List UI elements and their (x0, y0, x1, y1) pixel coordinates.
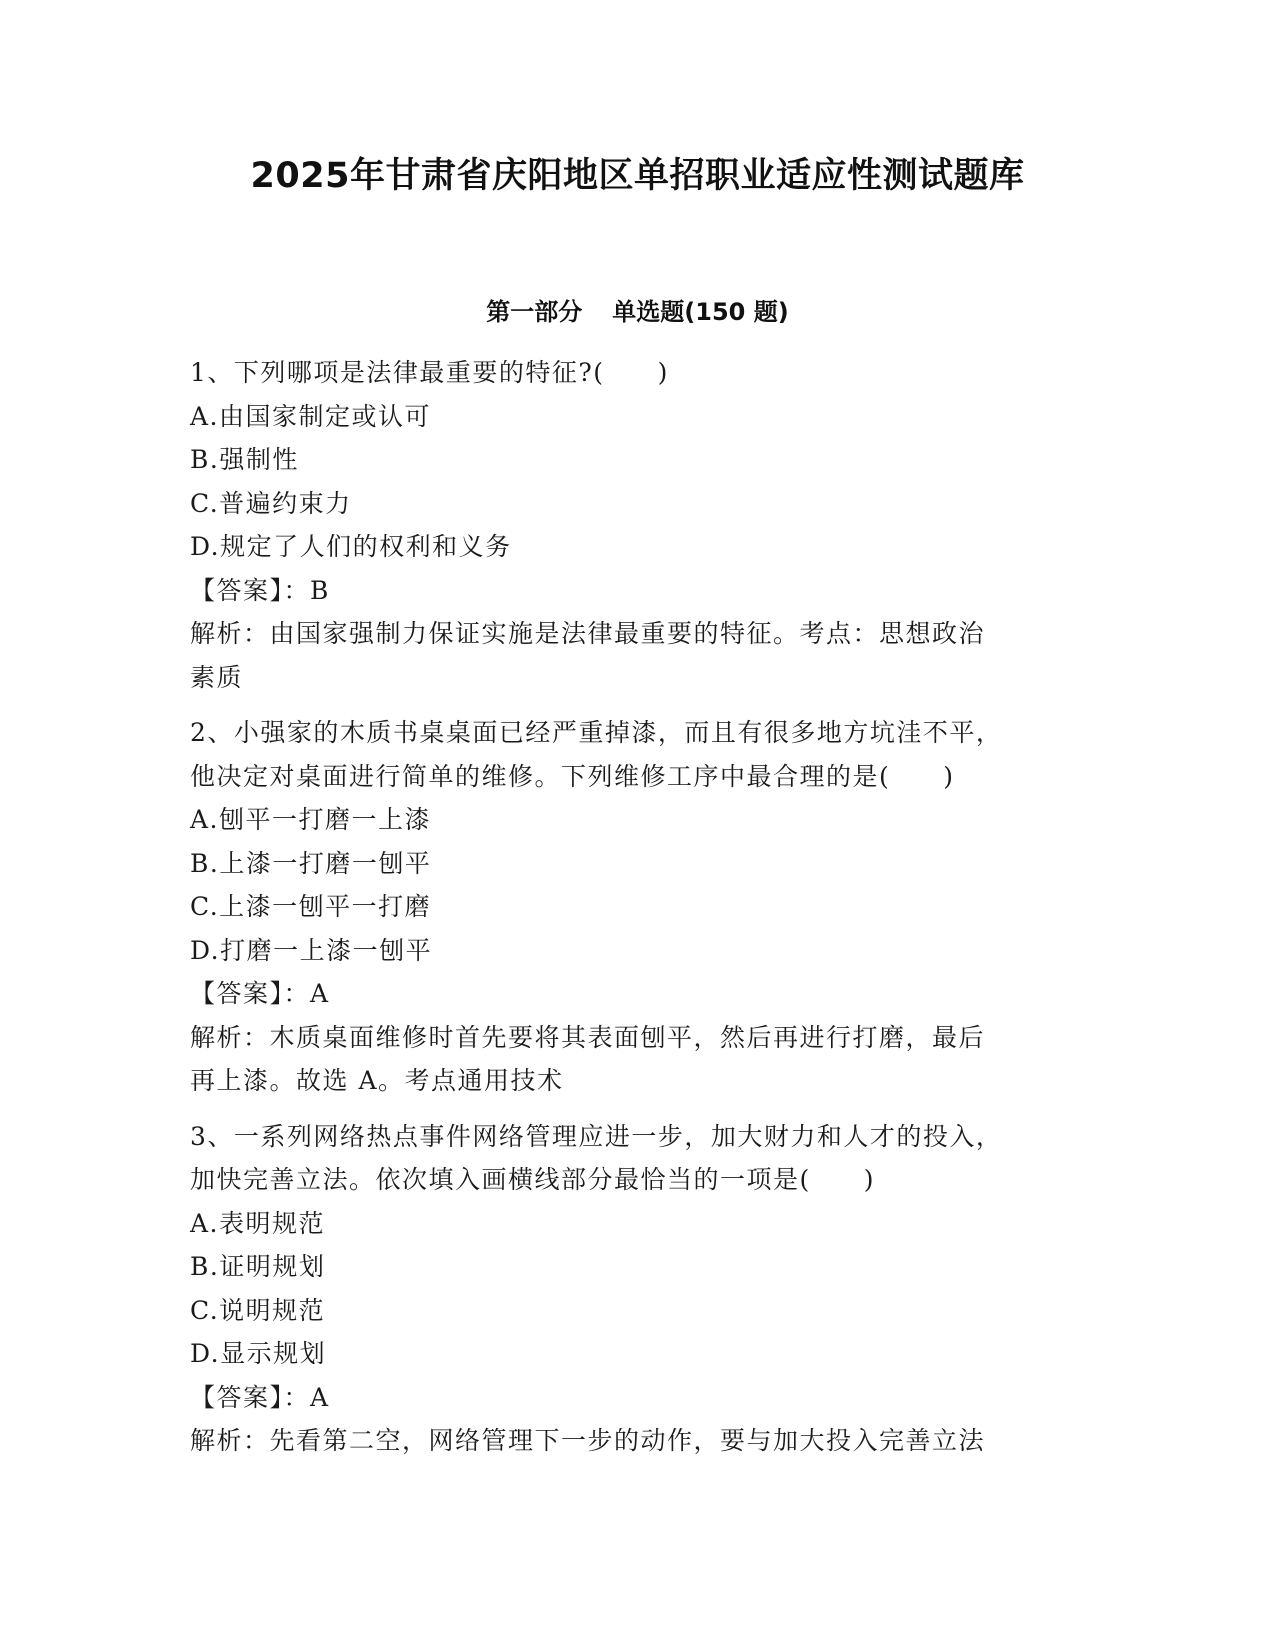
question-stem: 他决定对桌面进行简单的维修。下列维修工序中最合理的是( ) (190, 761, 955, 791)
answer-line: 【答案】：B (190, 575, 330, 605)
option-c: C.说明规范 (190, 1295, 326, 1325)
analysis-line: 解析：由国家强制力保证实施是法律最重要的特征。考点：思想政治 (190, 619, 986, 648)
option-a: A.由国家制定或认可 (190, 401, 432, 431)
question-item (190, 711, 1070, 1103)
option-b: B.强制性 (190, 445, 299, 474)
question-list (190, 351, 1070, 1463)
option-a: A.刨平一打磨一上漆 (190, 805, 432, 834)
analysis-line: 再上漆。故选 A。考点通用技术 (190, 1066, 564, 1095)
option-c: C.上漆一刨平一打磨 (190, 892, 432, 921)
section-name-label: 单选题(150 题) (612, 298, 789, 326)
analysis-line: 素质 (190, 662, 244, 692)
answer-line: 【答案】：A (190, 1382, 330, 1412)
option-c: C.普遍约束力 (190, 488, 352, 518)
option-b: B.证明规划 (190, 1252, 326, 1281)
question-item (190, 351, 1070, 699)
section-part-label: 第一部分 (486, 298, 583, 326)
question-stem: 3、一系列网络热点事件网络管理应进一步，加大财力和人才的投入， (190, 1121, 1003, 1151)
question-stem: 加快完善立法。依次填入画横线部分最恰当的一项是( ) (190, 1165, 876, 1194)
analysis-line: 解析：木质桌面维修时首先要将其表面刨平，然后再进行打磨，最后 (190, 1022, 986, 1052)
question-item (190, 1115, 1070, 1463)
question-stem: 1、下列哪项是法律最重要的特征?( ) (190, 358, 669, 387)
option-d: D.打磨一上漆一刨平 (190, 935, 433, 965)
answer-line: 【答案】：A (190, 979, 330, 1008)
analysis-line: 解析：先看第二空，网络管理下一步的动作，要与加大投入完善立法 (190, 1426, 986, 1455)
option-b: B.上漆一打磨一刨平 (190, 848, 432, 878)
document-title: 2025年甘肃省庆阳地区单招职业适应性测试题库 (250, 156, 1025, 196)
question-stem: 2、小强家的木质书桌桌面已经严重掉漆，而且有很多地方坑洼不平， (190, 718, 1003, 747)
option-d: D.显示规划 (190, 1339, 327, 1368)
option-a: A.表明规范 (190, 1208, 326, 1238)
section-heading (0, 292, 1275, 327)
option-d: D.规定了人们的权利和义务 (190, 532, 512, 561)
